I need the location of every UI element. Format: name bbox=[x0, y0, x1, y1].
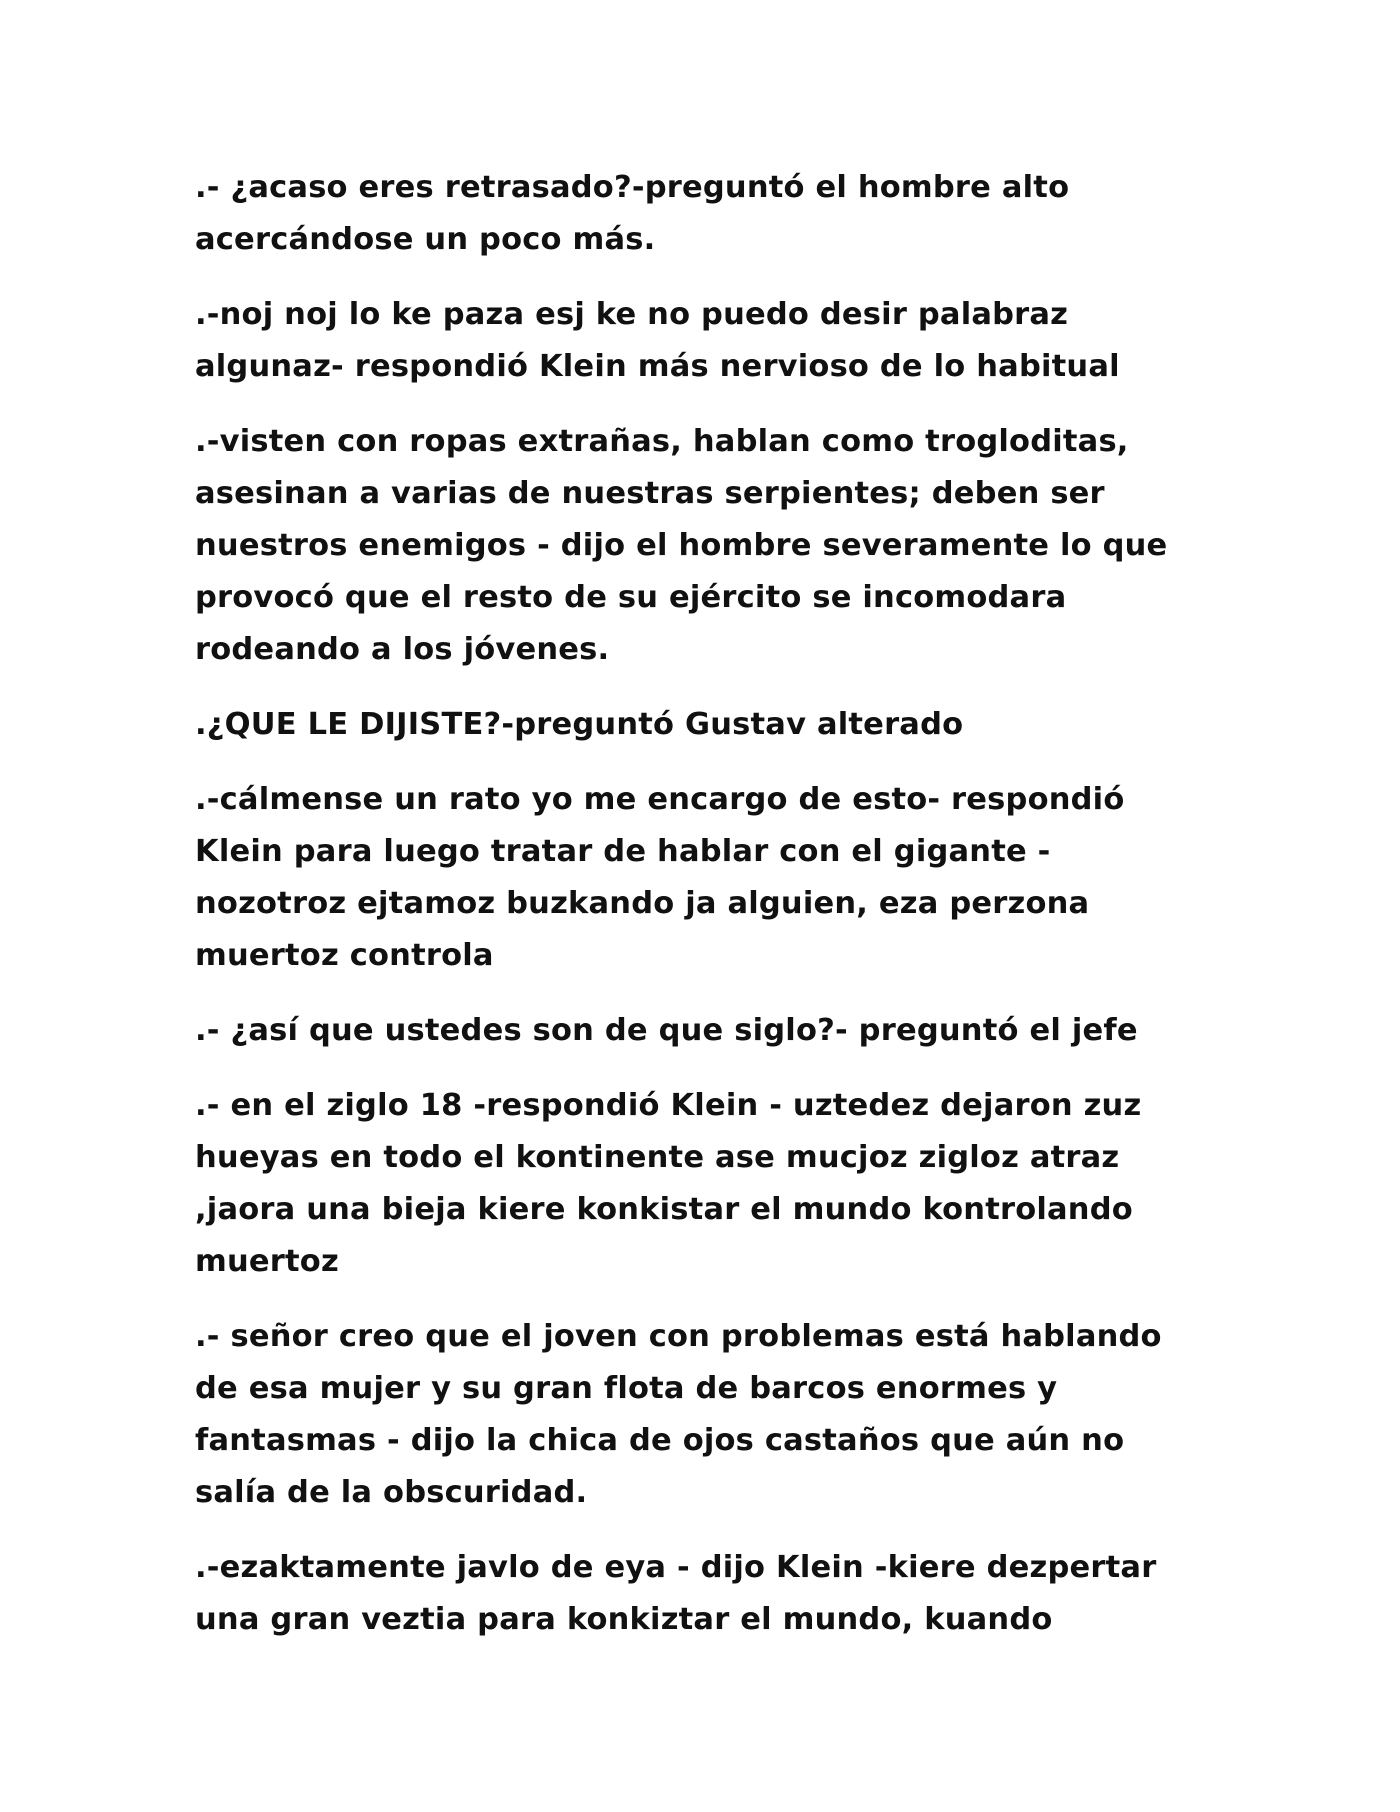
text-line: asesinan a varias de nuestras serpientes; deben ser bbox=[195, 476, 1105, 511]
text-line: ,jaora una bieja kiere konkistar el mundo kontrolando bbox=[195, 1192, 1133, 1227]
text-line: .- en el ziglo 18 -respondió Klein - uztedez dejaron zuz bbox=[195, 1088, 1142, 1123]
text-line: .-noj noj lo ke paza esj ke no puedo desir palabraz bbox=[195, 297, 1069, 332]
text-line: .-ezaktamente javlo de eya - dijo Klein -kiere dezpertar bbox=[195, 1550, 1157, 1585]
paragraph-8 bbox=[195, 1311, 1205, 1519]
text-line: salía de la obscuridad. bbox=[195, 1475, 588, 1510]
text-line: .¿QUE LE DIJISTE?-preguntó Gustav alterado bbox=[195, 707, 964, 742]
text-line: fantasmas - dijo la chica de ojos castaños que aún no bbox=[195, 1423, 1125, 1458]
text-line: nozotroz ejtamoz buzkando ja alguien, eza perzona bbox=[195, 886, 1090, 921]
paragraph-9 bbox=[195, 1542, 1205, 1646]
paragraph-1 bbox=[195, 162, 1205, 266]
text-line: una gran veztia para konkiztar el mundo, kuando bbox=[195, 1602, 1053, 1637]
text-line: acercándose un poco más. bbox=[195, 222, 656, 257]
text-line: provocó que el resto de su ejército se incomodara bbox=[195, 580, 1067, 615]
story-text bbox=[195, 162, 1205, 1669]
text-line: hueyas en todo el kontinente ase mucjoz zigloz atraz bbox=[195, 1140, 1120, 1175]
text-line: muertoz bbox=[195, 1244, 339, 1279]
paragraph-4 bbox=[195, 699, 1205, 751]
text-line: .-cálmense un rato yo me encargo de esto- respondió bbox=[195, 782, 1125, 817]
text-line: de esa mujer y su gran flota de barcos enormes y bbox=[195, 1371, 1058, 1406]
text-line: Klein para luego tratar de hablar con el gigante - bbox=[195, 834, 1051, 869]
text-line: .-visten con ropas extrañas, hablan como trogloditas, bbox=[195, 424, 1129, 459]
paragraph-3 bbox=[195, 416, 1205, 676]
paragraph-7 bbox=[195, 1080, 1205, 1288]
text-line: muertoz controla bbox=[195, 938, 494, 973]
text-line: .- ¿acaso eres retrasado?-preguntó el hombre alto bbox=[195, 170, 1070, 205]
paragraph-5 bbox=[195, 774, 1205, 982]
text-line: algunaz- respondió Klein más nervioso de lo habitual bbox=[195, 349, 1120, 384]
text-line: .- ¿así que ustedes son de que siglo?- preguntó el jefe bbox=[195, 1013, 1138, 1048]
text-line: rodeando a los jóvenes. bbox=[195, 632, 610, 667]
paragraph-6 bbox=[195, 1005, 1205, 1057]
paragraph-2 bbox=[195, 289, 1205, 393]
text-line: .- señor creo que el joven con problemas está hablando bbox=[195, 1319, 1162, 1354]
text-line: nuestros enemigos - dijo el hombre severamente lo que bbox=[195, 528, 1168, 563]
